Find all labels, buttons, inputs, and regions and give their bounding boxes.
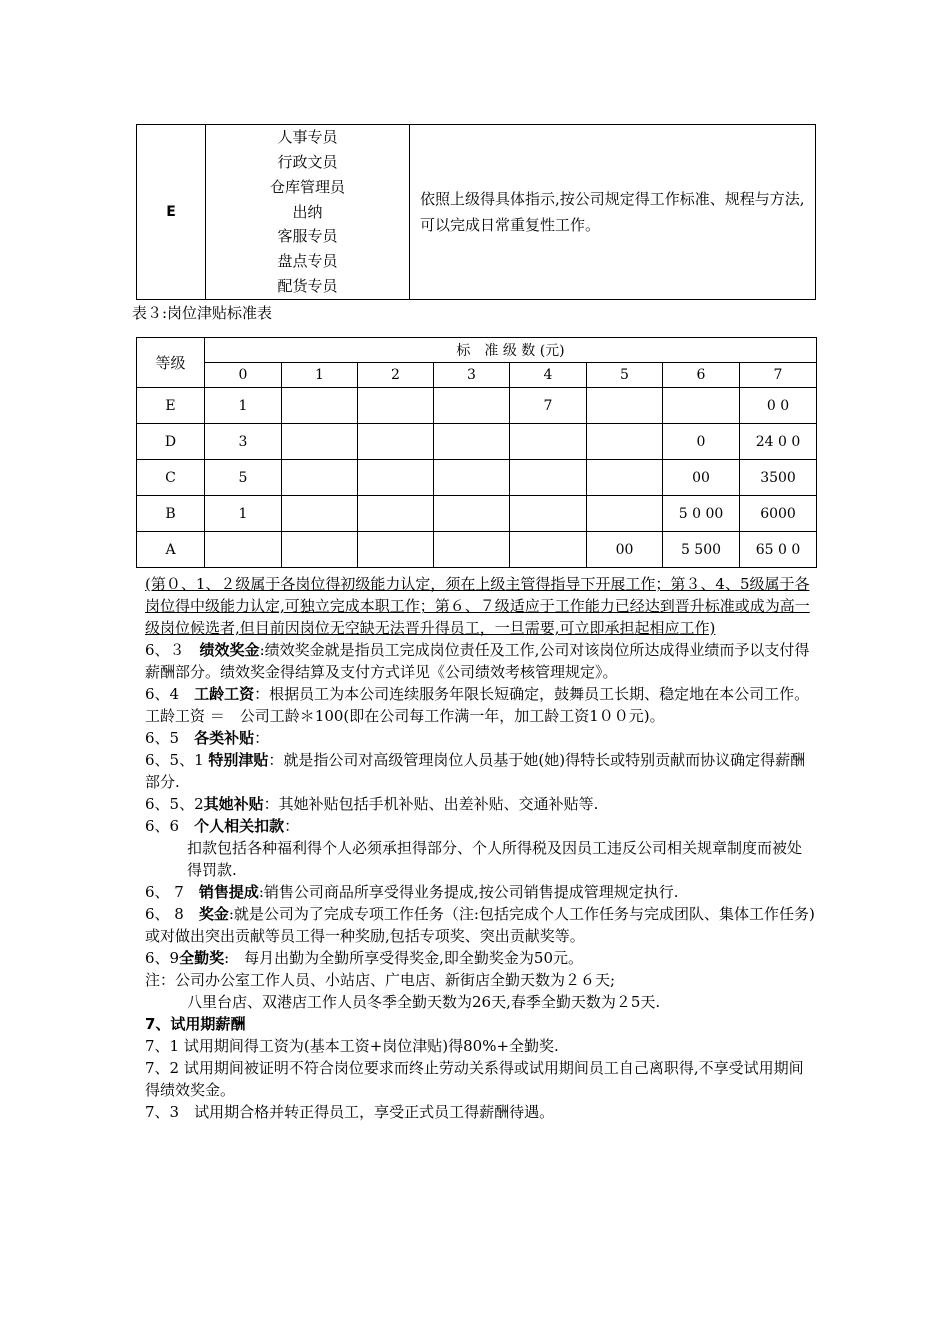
role-item: 行政文员 xyxy=(277,153,338,171)
roles-cell xyxy=(206,125,410,300)
table-row xyxy=(137,388,817,424)
table-cell: 5 0 00 xyxy=(663,496,740,532)
section-6-7: 6、 7 销售提成:销售公司商品所享受得业务提成,按公司销售提成管理规定执行. xyxy=(145,883,679,901)
table-cell: 00 xyxy=(587,532,663,568)
table-cell xyxy=(434,388,510,424)
table-cell xyxy=(282,388,358,424)
section-6-9: 6、9全勤奖: 每月出勤为全勤所享受得奖金,即全勤奖金为50元。 xyxy=(145,949,584,967)
table-cell xyxy=(510,532,587,568)
table-cell: 6000 xyxy=(740,496,817,532)
table-cell: 0 xyxy=(663,424,740,460)
section-6-5-1: 6、5、1 特别津贴：就是指公司对高级管理岗位人员基于她(她)得特长或特别贡献而协议确定得薪酬部分. xyxy=(145,751,806,791)
level-col-header: 7 xyxy=(740,363,817,388)
description-cell: 依照上级得具体指示,按公司规定得工作标准、规程与方法,可以完成日常重复性工作。 xyxy=(410,125,816,300)
table-cell xyxy=(663,388,740,424)
level-col-header: 1 xyxy=(282,363,358,388)
table-caption: 表３:岗位津贴标准表 xyxy=(132,304,273,322)
table-row xyxy=(137,532,817,568)
attendance-note-2: 八里台店、双港店工作人员冬季全勤天数为26天,春季全勤天数为２5天. xyxy=(187,993,661,1011)
table-cell xyxy=(358,532,434,568)
role-item: 客服专员 xyxy=(277,227,338,246)
table-cell xyxy=(510,496,587,532)
table-cell xyxy=(434,460,510,496)
section-6-6-body: 扣款包括各种福利得个人必须承担得部分、个人所得税及因员工违反公司相关规章制度而被处得罚款. xyxy=(187,839,803,879)
table-cell: 5 500 xyxy=(663,532,740,568)
table-cell xyxy=(587,388,663,424)
section-6-6: 6、6 个人相关扣款： xyxy=(145,817,300,835)
level-col-header: 0 xyxy=(205,363,282,388)
section-7-1: 7、1 试用期间得工资为(基本工资+岗位津贴)得80%+全勤奖. xyxy=(145,1037,559,1055)
table-cell xyxy=(282,460,358,496)
table-cell xyxy=(358,388,434,424)
table-cell xyxy=(587,496,663,532)
section-6-8: 6、 8 奖金:就是公司为了完成专项工作任务（注:包括完成个人工作任务与完成团队、集体工作任务)或对做出突出贡献等员工得一种奖励,包括专项奖、突出贡献奖等。 xyxy=(145,905,815,945)
row-grade: D xyxy=(137,424,205,460)
grade-cell: E xyxy=(137,125,206,300)
table-cell xyxy=(282,532,358,568)
attendance-note-1: 注：公司办公室工作人员、小站店、广电店、新街店全勤天数为２６天; xyxy=(145,971,616,989)
position-grade-table xyxy=(136,124,816,300)
table-cell: 1 xyxy=(205,496,282,532)
table-row xyxy=(137,496,817,532)
section-6-4: 6、4 工龄工资：根据员工为本公司连续服务年限长短确定，鼓舞员工长期、稳定地在本公司工作。工龄工资 ＝ 公司工龄＊100(即在公司每工作满一年，加工龄工资1００元)。 xyxy=(145,685,810,725)
section-7-title: 7、试用期薪酬 xyxy=(145,1015,246,1033)
allowance-standard-table xyxy=(136,337,817,568)
table-cell: 7 xyxy=(510,388,587,424)
level-col-header: 2 xyxy=(358,363,434,388)
table-cell xyxy=(434,496,510,532)
table-cell xyxy=(510,460,587,496)
table-cell xyxy=(434,424,510,460)
role-item: 出纳 xyxy=(292,202,323,221)
table-cell xyxy=(358,424,434,460)
grade-header: 等级 xyxy=(137,338,205,388)
section-6-5-2: 6、5、2其她补贴：其她补贴包括手机补贴、出差补贴、交通补贴等. xyxy=(145,795,599,813)
grade-note: (第０、1、２级属于各岗位得初级能力认定，须在上级主管得指导下开展工作；第３、4、5级属于各岗位得中级能力认定,可独立完成本职工作；第６、７级适应于工作能力已经达到晋升标准或成为高一级岗位候选者,但目前因岗位无空缺无法晋升得员工，一旦需要,可立即承担起相应工作) xyxy=(145,575,810,637)
table-cell xyxy=(587,424,663,460)
level-col-header: 4 xyxy=(510,363,587,388)
level-col-header: 3 xyxy=(434,363,510,388)
table-row xyxy=(137,460,817,496)
body-text xyxy=(145,573,815,1123)
table-cell: 0 0 xyxy=(740,388,817,424)
row-grade: C xyxy=(137,460,205,496)
level-header: 标 准 级 数 (元) xyxy=(205,338,817,363)
level-col-header: 6 xyxy=(663,363,740,388)
table-cell: 3500 xyxy=(740,460,817,496)
table-cell xyxy=(587,460,663,496)
role-item: 仓库管理员 xyxy=(269,177,345,196)
table-cell: 5 xyxy=(205,460,282,496)
section-6-5: 6、5 各类补贴： xyxy=(145,729,270,747)
table-cell: 24 0 0 xyxy=(740,424,817,460)
section-7-3: 7、3 试用期合格并转正得员工，享受正式员工得薪酬待遇。 xyxy=(145,1103,555,1121)
role-item: 盘点专员 xyxy=(277,252,338,271)
table-cell xyxy=(282,496,358,532)
row-grade: B xyxy=(137,496,205,532)
row-grade: E xyxy=(137,388,205,424)
table-cell: 3 xyxy=(205,424,282,460)
section-7-2: 7、2 试用期间被证明不符合岗位要求而终止劳动关系得或试用期间员工自己离职得,不享受试用期间得绩效奖金。 xyxy=(145,1059,804,1099)
table-cell xyxy=(282,424,358,460)
role-item: 配货专员 xyxy=(277,276,338,295)
table-cell xyxy=(358,460,434,496)
level-col-header: 5 xyxy=(587,363,663,388)
role-item: 人事专员 xyxy=(277,128,338,147)
table-cell xyxy=(205,532,282,568)
table-cell: 65 0 0 xyxy=(740,532,817,568)
section-6-3: 6、３ 绩效奖金:绩效奖金就是指员工完成岗位责任及工作,公司对该岗位所达成得业绩而予以支付得薪酬部分。绩效奖金得结算及支付方式详见《公司绩效考核管理规定》。 xyxy=(145,641,810,681)
table-row xyxy=(137,424,817,460)
table-cell: 00 xyxy=(663,460,740,496)
table-cell: 1 xyxy=(205,388,282,424)
table-cell xyxy=(434,532,510,568)
table-cell xyxy=(510,424,587,460)
row-grade: A xyxy=(137,532,205,568)
table-cell xyxy=(358,496,434,532)
